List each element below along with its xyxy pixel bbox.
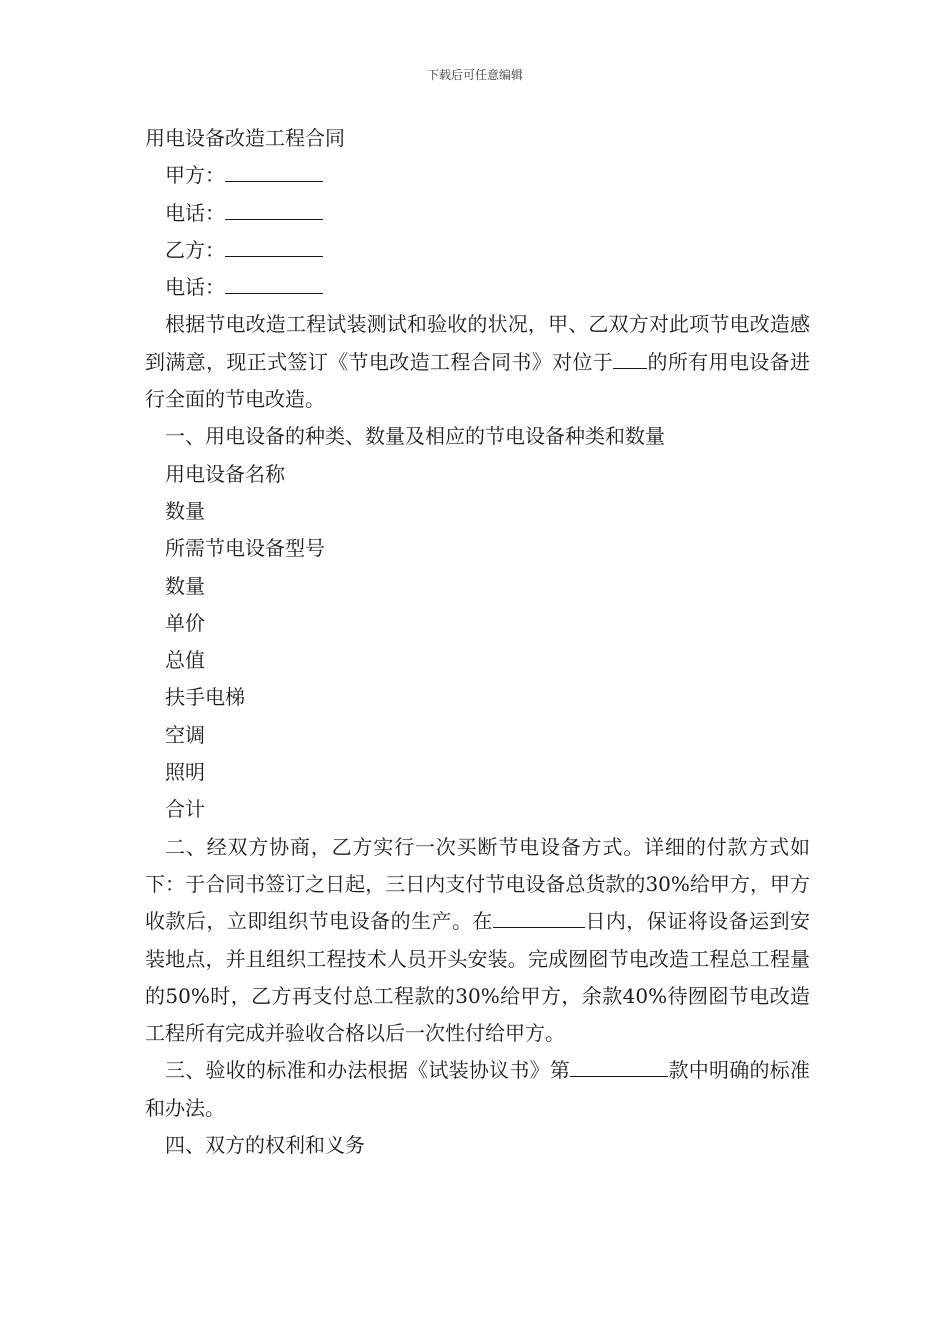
phone-b-label: 电话： [165,275,225,300]
table-item: 用电设备名称 [165,461,285,486]
section3-paragraph: 三、验收的标准和办法根据《试装协议书》第 款中明确的标准和办法。 [145,1058,811,1120]
days-blank [493,907,585,928]
table-item: 数量 [165,498,205,523]
table-item: 单价 [165,610,205,635]
table-item: 扶手电梯 [165,685,245,710]
party-a-label: 甲方： [165,163,225,188]
table-item: 照明 [165,760,205,785]
party-b-label: 乙方： [165,237,225,262]
intro-paragraph: 根据节电改造工程试装测试和验收的状况，甲、乙双方对此项节电改造感到满意，现正式签订《节电改造工程合同书》对位于 的所有用电设备进行全面的节电改造。 [145,312,811,412]
equipment-table-list [145,456,810,829]
location-blank [613,348,647,369]
party-a-blank [225,161,323,182]
table-item: 数量 [165,573,205,598]
party-b-line [145,232,810,269]
section1-title: 一、用电设备的种类、数量及相应的节电设备种类和数量 [165,424,665,449]
section4-title: 四、双方的权利和义务 [165,1133,365,1158]
document-title: 用电设备改造工程合同 [145,126,345,150]
table-item: 空调 [165,722,205,747]
phone-a-label: 电话： [165,200,225,225]
phone-a-blank [225,199,323,220]
page-header: 下载后可任意编辑 [426,68,523,82]
party-a-line [145,157,810,194]
party-b-blank [225,236,323,257]
phone-b-blank [225,273,323,294]
phone-b-line [145,269,810,306]
table-item: 总值 [165,648,205,673]
table-item: 合计 [165,797,205,822]
clause-blank [570,1056,668,1077]
phone-a-line [145,195,810,232]
section2-paragraph: 二、经双方协商，乙方实行一次买断节电设备方式。详细的付款方式如下：于合同书签订之日起，三日内支付节电设备总货款的30%给甲方，甲方收款后，立即组织节电设备的生产。在 日内，保证将设备运到安装地点，并且组织工程技术人员开头安装。完成囫囵节电改造工程总工程量的50%时，乙方再支付总工程款的30%给甲方，余款40%待囫囵节电改造工程所有完成并验收合格以后一次性付给甲方。 [145,834,811,1046]
table-item: 所需节电设备型号 [165,536,325,561]
document-body [145,120,810,1164]
